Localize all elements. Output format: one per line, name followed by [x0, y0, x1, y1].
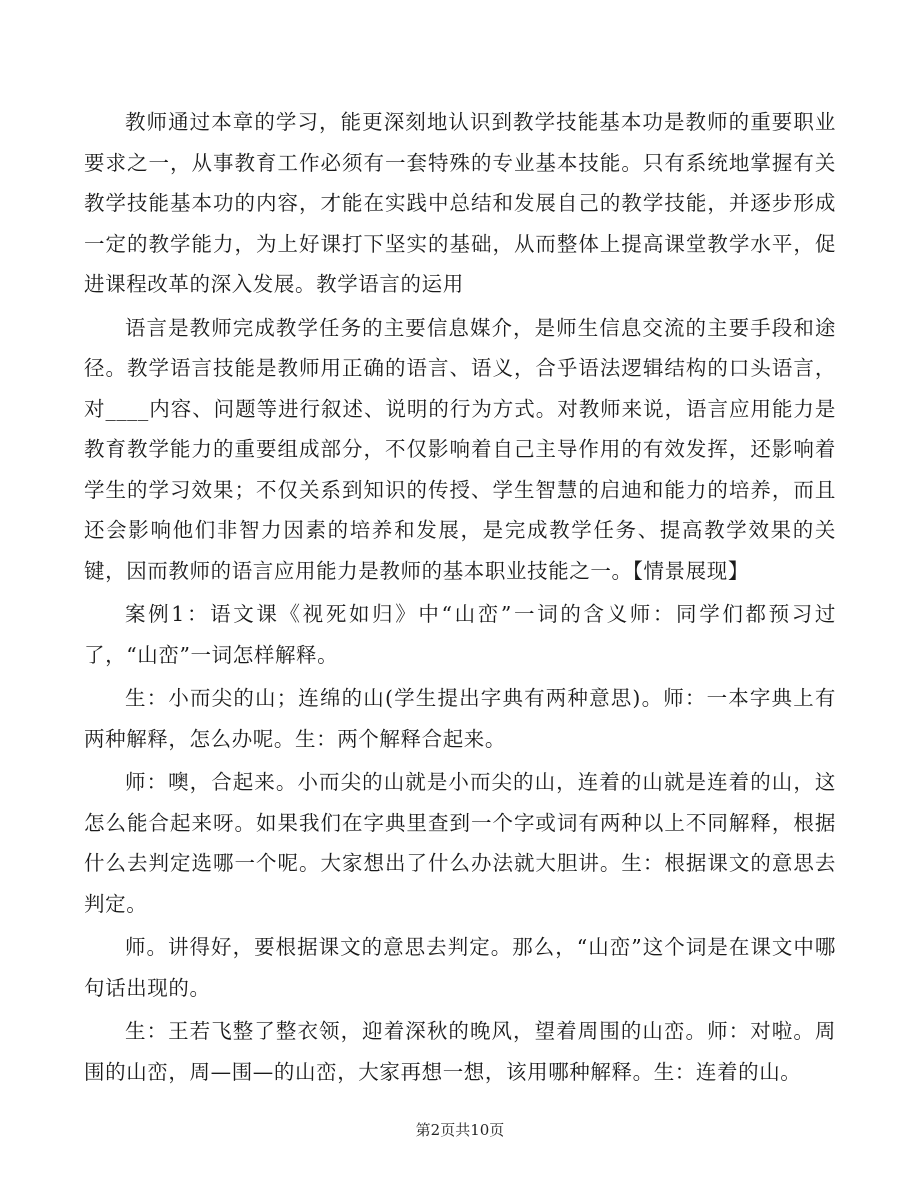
paragraph-7: 生：王若飞整了整衣领，迎着深秋的晚风，望着周围的山峦。师：对啦。周围的山峦，周—围—的山峦，大家再想一想，该用哪种解释。生：连着的山。	[84, 1019, 836, 1084]
paragraph-1: 教师通过本章的学习，能更深刻地认识到教学技能基本功是教师的重要职业要求之一，从事教育工作必须有一套特殊的专业基本技能。只有系统地掌握有关教学技能基本功的内容，才能在实践中总结和发展自己的教学技能，并逐步形成一定的教学能力，为上好课打下坚实的基础，从而整体上提高课堂教学水平，促进课程改革的深入发展。教学语言的运用	[84, 110, 836, 296]
document-body	[84, 102, 836, 1092]
paragraph-6: 师。讲得好，要根据课文的意思去判定。那么，“山峦”这个词是在课文中哪句话出现的。	[84, 935, 836, 1000]
paragraph-2: 语言是教师完成教学任务的主要信息媒介，是师生信息交流的主要手段和途径。教学语言技能是教师用正确的语言、语义，合乎语法逻辑结构的口头语言，对____内容、问题等进行叙述、说明的行为方式。对教师来说，语言应用能力是教育教学能力的重要组成部分，不仅影响着自己主导作用的有效发挥，还影响着学生的学习效果；不仅关系到知识的传授、学生智慧的启迪和能力的培养，而且还会影响他们非智力因素的培养和发展，是完成教学任务、提高教学效果的关键，因而教师的语言应用能力是教师的基本职业技能之一。【情景展现】	[84, 315, 836, 583]
paragraph-5: 师：噢，合起来。小而尖的山就是小而尖的山，连着的山就是连着的山，这怎么能合起来呀。如果我们在字典里查到一个字或词有两种以上不同解释，根据什么去判定选哪一个呢。大家想出了什么办法就大胆讲。生：根据课文的意思去判定。	[84, 770, 836, 916]
paragraph-3: 案例1：语文课《视死如归》中“山峦”一词的含义师：同学们都预习过了，“山峦”一词怎样解释。	[84, 602, 836, 667]
page-number-footer: 第2页共10页	[415, 1121, 505, 1139]
paragraph-4: 生：小而尖的山；连绵的山(学生提出字典有两种意思)。师：一本字典上有两种解释，怎么办呢。生：两个解释合起来。	[84, 686, 836, 751]
